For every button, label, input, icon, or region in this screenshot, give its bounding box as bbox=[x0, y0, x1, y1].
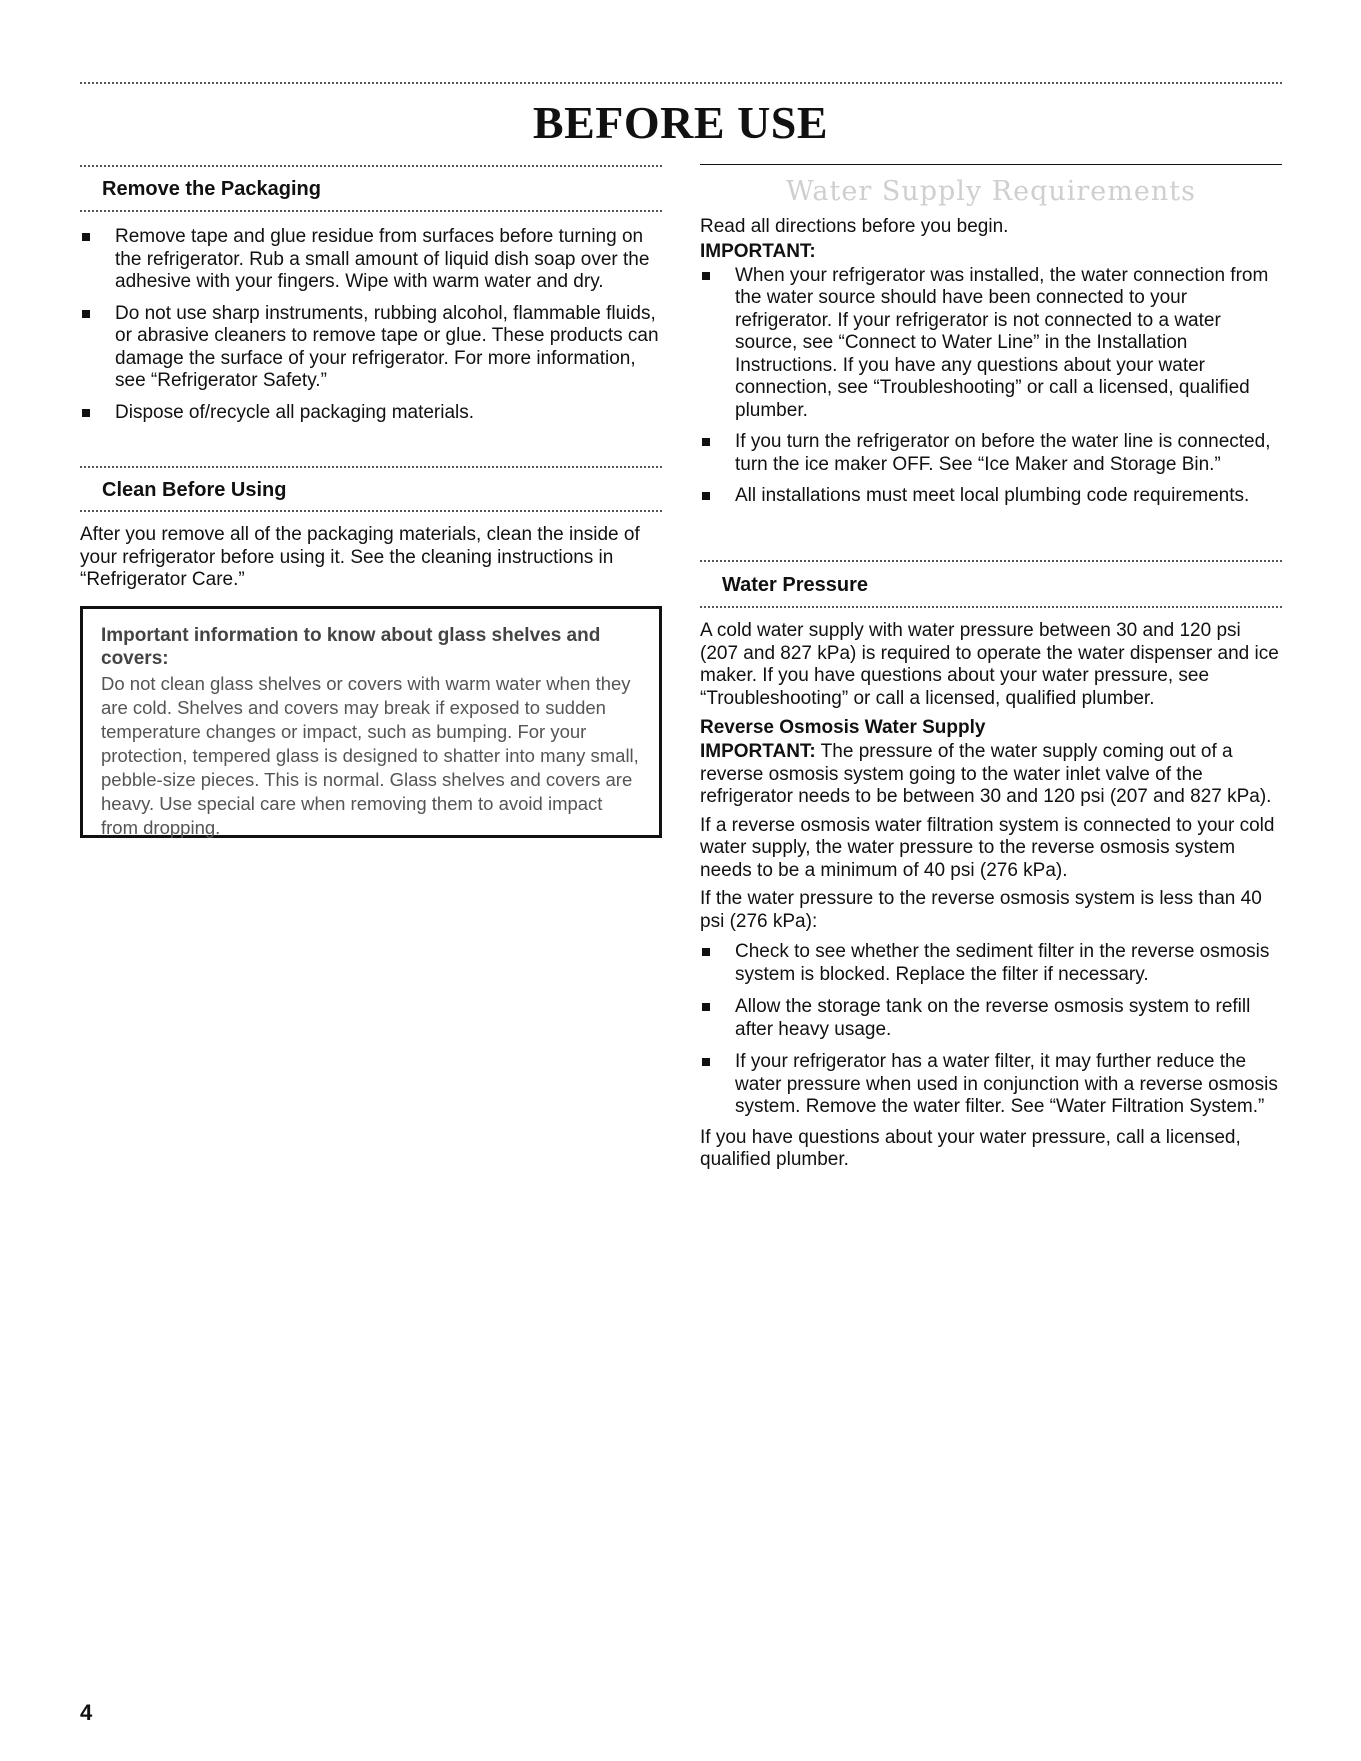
section-rule bbox=[80, 165, 662, 167]
reverse-osmosis-important bbox=[700, 741, 1282, 809]
water-supply-section bbox=[700, 216, 1282, 508]
water-supply-heading: Water Supply Requirements bbox=[786, 176, 1196, 207]
list-item: If your refrigerator has a water filter, it may further reduce the water pressure when used in conjunction with a reverse osmosis system. Remove the water filter. See “Water Filtration System.” bbox=[700, 1051, 1282, 1119]
reverse-osmosis-list bbox=[700, 941, 1282, 1119]
section-rule bbox=[80, 466, 662, 468]
reverse-osmosis-paragraph: If a reverse osmosis water filtration system is connected to your cold water supply, the water pressure to the reverse osmosis system needs to be a minimum of 40 psi (276 kPa). bbox=[700, 814, 1275, 881]
important-label: IMPORTANT: bbox=[700, 741, 816, 762]
list-item: All installations must meet local plumbing code requirements. bbox=[700, 485, 1282, 508]
reverse-osmosis-heading: Reverse Osmosis Water Supply bbox=[700, 717, 986, 738]
remove-packaging-list bbox=[80, 226, 662, 424]
section-rule bbox=[700, 606, 1282, 608]
reverse-osmosis-paragraph: If the water pressure to the reverse osmosis system is less than 40 psi (276 kPa): bbox=[700, 888, 1262, 932]
list-item: Remove tape and glue residue from surfaces before turning on the refrigerator. Rub a small amount of liquid dish soap over the adhesive with your fingers. Wipe with warm water and dry. bbox=[80, 226, 662, 294]
water-pressure-heading: Water Pressure bbox=[722, 574, 868, 596]
list-item: Allow the storage tank on the reverse osmosis system to refill after heavy usage. bbox=[700, 996, 1282, 1041]
top-rule bbox=[80, 82, 1282, 84]
notice-text: Do not clean glass shelves or covers with warm water when they are cold. Shelves and covers may break if exposed to sudden temperature changes or impact, such as bumping. For your protection, tempered glass is designed to shatter into many small, pebble-size pieces. This is normal. Glass shelves and covers are heavy. Use special care when removing them to avoid impact from dropping. bbox=[101, 673, 639, 838]
water-pressure-text: A cold water supply with water pressure between 30 and 120 psi (207 and 827 kPa) is required to operate the water dispenser and ice maker. If you have questions about your water pressure, see “Troubleshooting” or call a licensed, qualified plumber. bbox=[700, 620, 1279, 709]
glass-shelves-notice bbox=[80, 606, 662, 838]
important-label: IMPORTANT: bbox=[700, 240, 816, 262]
list-item: Check to see whether the sediment filter in the reverse osmosis system is blocked. Replace the filter if necessary. bbox=[700, 941, 1282, 986]
section-rule bbox=[700, 164, 1282, 165]
list-item: If you turn the refrigerator on before the water line is connected, turn the ice maker OFF. See “Ice Maker and Storage Bin.” bbox=[700, 431, 1282, 476]
clean-before-using-text: After you remove all of the packaging materials, clean the inside of your refrigerator before using it. See the cleaning instructions in “Refrigerator Care.” bbox=[80, 524, 640, 590]
clean-before-using-heading: Clean Before Using bbox=[102, 479, 287, 501]
section-rule bbox=[80, 510, 662, 512]
water-pressure-closing: If you have questions about your water pressure, call a licensed, qualified plumber. bbox=[700, 1126, 1241, 1170]
notice-heading: Important information to know about glass shelves and covers: bbox=[101, 625, 601, 669]
page-number: 4 bbox=[80, 1700, 93, 1725]
section-rule bbox=[80, 210, 662, 212]
water-pressure-section bbox=[700, 620, 1282, 1172]
water-supply-list bbox=[700, 265, 1282, 508]
reverse-osmosis-important-text: The pressure of the water supply coming out of a reverse osmosis system going to the water inlet valve of the refrigerator needs to be between 30 and 120 psi (207 and 827 kPa). bbox=[700, 741, 1272, 807]
list-item: When your refrigerator was installed, the water connection from the water source should have been connected to your refrigerator. If your refrigerator is not connected to a water source, see “Connect to Water Line” in the Installation Instructions. If you have any questions about your water connection, see “Troubleshooting” or call a licensed, qualified plumber. bbox=[700, 265, 1282, 423]
section-rule bbox=[700, 560, 1282, 562]
list-item: Do not use sharp instruments, rubbing alcohol, flammable fluids, or abrasive cleaners to remove tape or glue. These products can damage the surface of your refrigerator. For more information, see “Refrigerator Safety.” bbox=[80, 303, 662, 393]
page-title: BEFORE USE bbox=[532, 97, 829, 148]
list-item: Dispose of/recycle all packaging materials. bbox=[80, 402, 662, 425]
remove-packaging-heading: Remove the Packaging bbox=[102, 178, 321, 200]
water-supply-intro: Read all directions before you begin. bbox=[700, 216, 1009, 237]
